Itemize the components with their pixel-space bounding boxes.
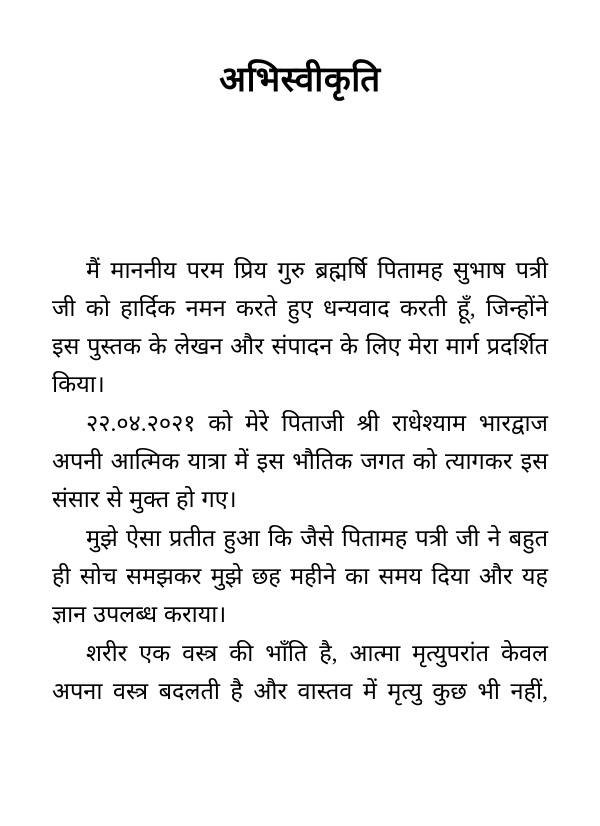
paragraph: मैं माननीय परम प्रिय गुरु ब्रह्मर्षि पितामह सुभाष पत्री जी को हार्दिक नमन करते हुए धन्यवाद करती हूँ, जिन्होंने इस पुस्तक के लेखन और संपादन के लिए मेरा मार्ग प्रदर्शित किया। bbox=[52, 257, 548, 398]
paragraph: मुझे ऐसा प्रतीत हुआ कि जैसे पितामह पत्री जी ने बहुत ही सोच समझकर मुझे छह महीने का समय दिया और यह ज्ञान उपलब्ध कराया। bbox=[52, 526, 548, 629]
paragraph: २२.०४.२०२१ को मेरे पिताजी श्री राधेश्याम भारद्वाज अपनी आत्मिक यात्रा में इस भौतिक जगत को त्यागकर इस संसार से मुक्त हो गए। bbox=[52, 411, 548, 514]
paragraph: शरीर एक वस्त्र की भाँति है, आत्मा मृत्युपरांत केवल अपना वस्त्र बदलती है और वास्तव में मृत्यु कुछ भी नहीं, bbox=[52, 641, 548, 706]
page-title: अभिस्वीकृति bbox=[219, 60, 381, 99]
document-body bbox=[52, 252, 548, 750]
